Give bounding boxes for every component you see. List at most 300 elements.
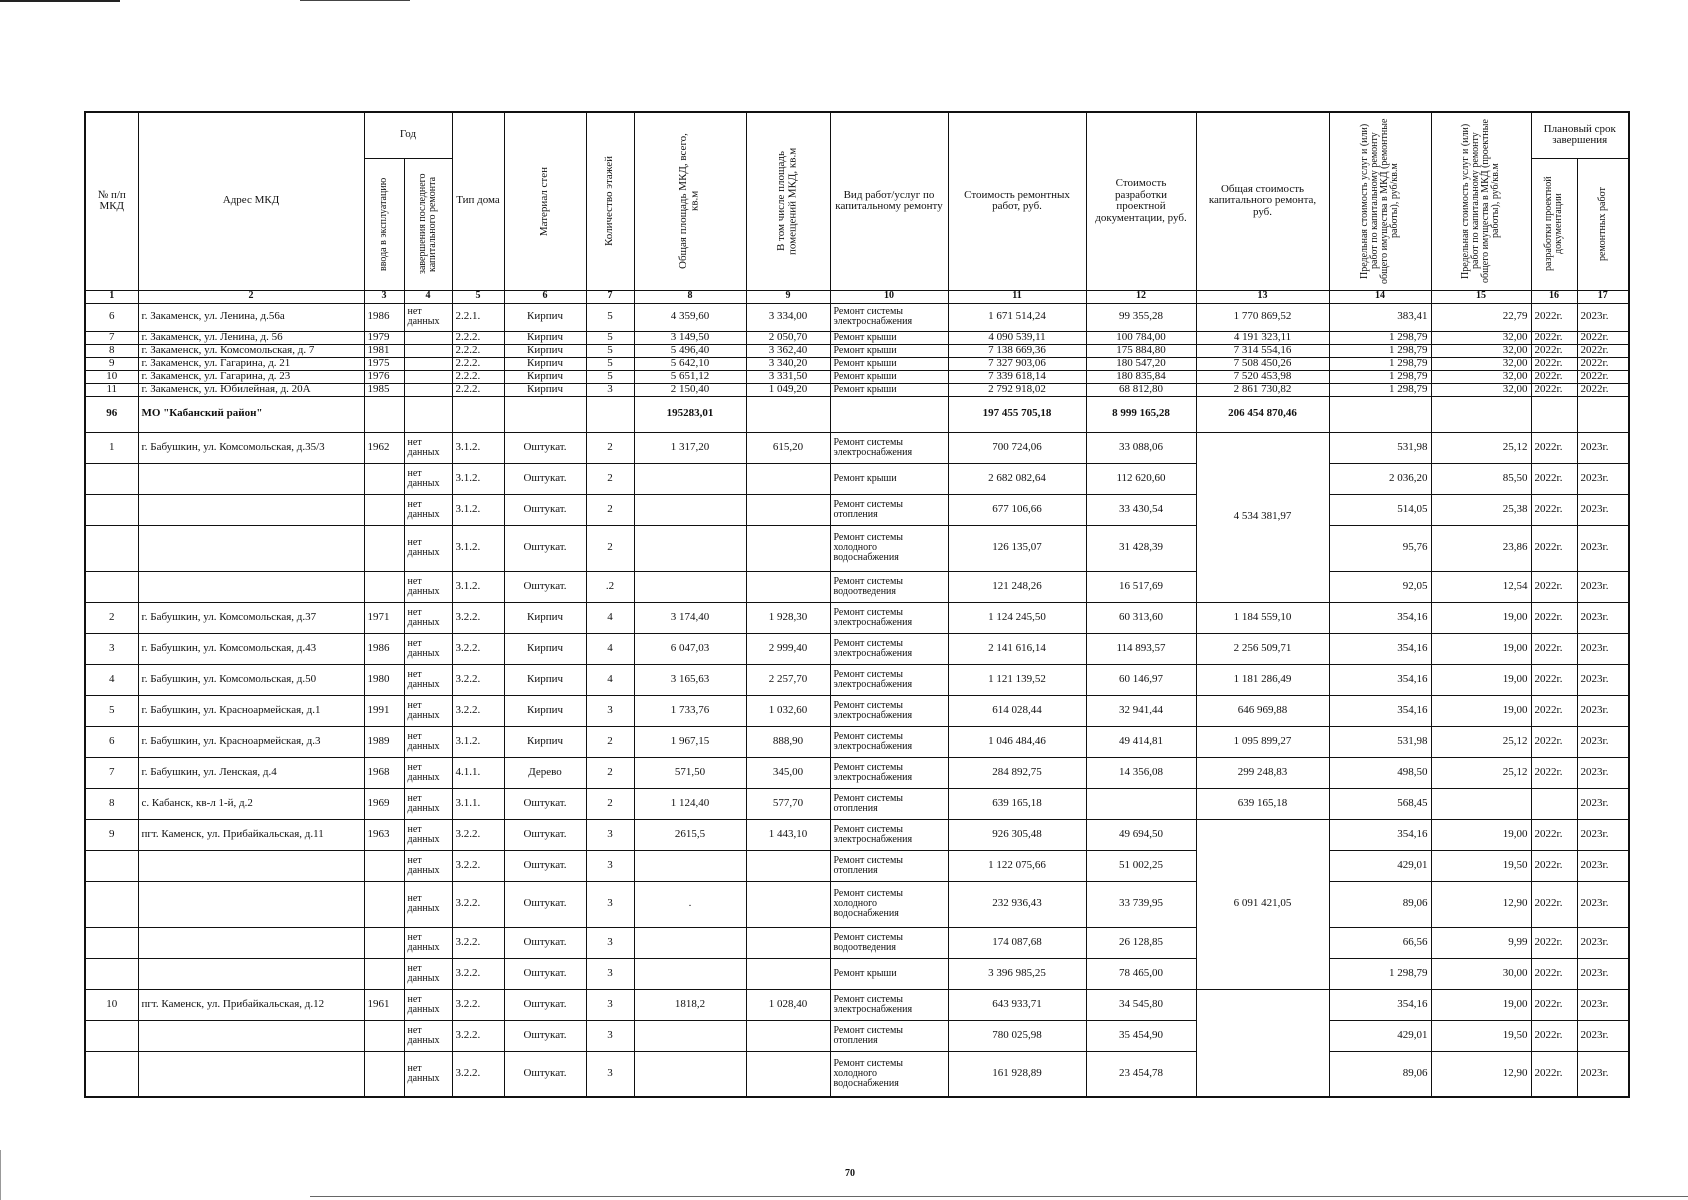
table-cell: 299 248,83 <box>1196 757 1329 788</box>
table-cell: Кирпич <box>504 357 586 370</box>
table-cell: 7 <box>85 757 138 788</box>
table-cell: 1969 <box>364 788 404 819</box>
table-cell: 2023г. <box>1577 819 1629 850</box>
table-cell: нет данных <box>404 757 452 788</box>
table-cell: 2022г. <box>1531 695 1577 726</box>
table-cell: Ремонт крыши <box>830 331 948 344</box>
table-cell: 354,16 <box>1329 633 1431 664</box>
table-row <box>85 432 1629 463</box>
table-cell <box>364 525 404 571</box>
header-limit-design <box>1431 112 1531 290</box>
table-cell: 383,41 <box>1329 303 1431 331</box>
col-number: 11 <box>948 290 1086 303</box>
table-cell: 8 <box>85 788 138 819</box>
table-cell <box>1196 989 1329 1097</box>
table-cell: 2023г. <box>1577 927 1629 958</box>
col-number: 12 <box>1086 290 1196 303</box>
table-cell: г. Закаменск, ул. Ленина, д. 56 <box>138 331 364 344</box>
table-cell <box>85 927 138 958</box>
table-cell <box>1577 396 1629 432</box>
table-cell: 2022г. <box>1531 571 1577 602</box>
table-cell: 2022г. <box>1531 525 1577 571</box>
table-cell: 60 313,60 <box>1086 602 1196 633</box>
table-cell: 2022г. <box>1577 370 1629 383</box>
table-cell: 1 671 514,24 <box>948 303 1086 331</box>
table-cell: 2023г. <box>1577 788 1629 819</box>
table-cell: Ремонт системы водоотведения <box>830 927 948 958</box>
table-cell: Кирпич <box>504 383 586 396</box>
table-cell: 3 165,63 <box>634 664 746 695</box>
table-cell: с. Кабанск, кв-л 1-й, д.2 <box>138 788 364 819</box>
table-cell: 19,00 <box>1431 819 1531 850</box>
table-cell: 3.2.2. <box>452 1051 504 1097</box>
table-cell: 3 149,50 <box>634 331 746 344</box>
table-cell: 2023г. <box>1577 494 1629 525</box>
table-cell: 2023г. <box>1577 726 1629 757</box>
table-cell: 2023г. <box>1577 1020 1629 1051</box>
table-row <box>85 1020 1629 1051</box>
table-cell: г. Закаменск, ул. Комсомольская, д. 7 <box>138 344 364 357</box>
table-cell: Ремонт системы электроснабжения <box>830 664 948 695</box>
table-cell: 25,38 <box>1431 494 1531 525</box>
table-cell: 1991 <box>364 695 404 726</box>
table-cell <box>634 1020 746 1051</box>
table-cell: 2023г. <box>1577 850 1629 881</box>
table-cell: 926 305,48 <box>948 819 1086 850</box>
table-cell: 514,05 <box>1329 494 1431 525</box>
table-cell: Ремонт крыши <box>830 344 948 357</box>
table-cell: 19,00 <box>1431 602 1531 633</box>
table-row <box>85 344 1629 357</box>
table-row <box>85 757 1629 788</box>
table-row <box>85 370 1629 383</box>
table-cell: 1971 <box>364 602 404 633</box>
table-cell: 8 <box>85 344 138 357</box>
table-cell: 2022г. <box>1531 927 1577 958</box>
table-row <box>85 357 1629 370</box>
table-cell: 2 792 918,02 <box>948 383 1086 396</box>
table-cell: 2 <box>586 788 634 819</box>
table-cell: 531,98 <box>1329 726 1431 757</box>
table-cell: нет данных <box>404 602 452 633</box>
table-cell: 3.2.2. <box>452 881 504 927</box>
table-row <box>85 1051 1629 1097</box>
table-cell: 1 928,30 <box>746 602 830 633</box>
table-cell <box>85 850 138 881</box>
merged-total-cell: 4 534 381,97 <box>1196 432 1329 602</box>
col-number: 14 <box>1329 290 1431 303</box>
table-cell: 5 <box>586 357 634 370</box>
table-cell: 1 124 245,50 <box>948 602 1086 633</box>
table-cell: 4 <box>586 664 634 695</box>
table-cell: 3 334,00 <box>746 303 830 331</box>
table-cell: 7 <box>85 331 138 344</box>
table-row <box>85 726 1629 757</box>
table-cell <box>586 396 634 432</box>
table-cell <box>746 463 830 494</box>
table-cell <box>404 396 452 432</box>
table-cell: 2022г. <box>1531 494 1577 525</box>
table-cell: 19,50 <box>1431 850 1531 881</box>
table-cell: 615,20 <box>746 432 830 463</box>
table-cell: нет данных <box>404 726 452 757</box>
table-cell: 3.2.2. <box>452 927 504 958</box>
table-cell: нет данных <box>404 633 452 664</box>
table-cell: 10 <box>85 989 138 1020</box>
table-cell: 2 <box>586 525 634 571</box>
table-cell: 2 036,20 <box>1329 463 1431 494</box>
table-cell: 3 <box>586 881 634 927</box>
table-cell: 2023г. <box>1577 633 1629 664</box>
table-cell: 2 <box>586 494 634 525</box>
table-cell: 180 835,84 <box>1086 370 1196 383</box>
table-cell: 6 <box>85 303 138 331</box>
table-cell: Ремонт крыши <box>830 370 948 383</box>
table-cell: 32,00 <box>1431 370 1531 383</box>
table-cell: 2 <box>586 726 634 757</box>
table-cell: нет данных <box>404 819 452 850</box>
table-cell <box>1329 396 1431 432</box>
table-cell <box>746 1051 830 1097</box>
table-cell: 2022г. <box>1577 357 1629 370</box>
table-cell <box>634 525 746 571</box>
header-house-type: Тип дома <box>452 112 504 290</box>
table-cell: г. Бабушкин, ул. Комсомольская, д.43 <box>138 633 364 664</box>
header-limit-design-text: Предельная стоимость услуг и (или) работ по капитальному ремонту общего имущества в МКД (проектные работы), руб/кв.м <box>1460 119 1501 284</box>
table-cell: 2022г. <box>1531 370 1577 383</box>
table-cell: 3 174,40 <box>634 602 746 633</box>
table-row <box>85 494 1629 525</box>
header-wall-material <box>504 112 586 290</box>
table-cell: 174 087,68 <box>948 927 1086 958</box>
table-cell: 23 454,78 <box>1086 1051 1196 1097</box>
table-cell: нет данных <box>404 1051 452 1097</box>
table-cell: 5 642,10 <box>634 357 746 370</box>
col-number: 17 <box>1577 290 1629 303</box>
table-cell: 2022г. <box>1531 331 1577 344</box>
header-row <box>85 112 1629 158</box>
table-cell: 2022г. <box>1531 383 1577 396</box>
table-cell: 5 <box>586 370 634 383</box>
col-number: 8 <box>634 290 746 303</box>
table-cell: 1 095 899,27 <box>1196 726 1329 757</box>
table-cell: 1818,2 <box>634 989 746 1020</box>
table-cell: 1980 <box>364 664 404 695</box>
table-cell: Кирпич <box>504 344 586 357</box>
table-cell: 5 <box>586 303 634 331</box>
table-cell: г. Бабушкин, ул. Ленская, д.4 <box>138 757 364 788</box>
table-cell <box>746 571 830 602</box>
table-cell: 354,16 <box>1329 664 1431 695</box>
table-cell: 2022г. <box>1531 726 1577 757</box>
table-cell <box>634 958 746 989</box>
table-cell: г. Бабушкин, ул. Комсомольская, д.50 <box>138 664 364 695</box>
table-cell: нет данных <box>404 881 452 927</box>
column-number-row <box>85 290 1629 303</box>
table-cell: 96 <box>85 396 138 432</box>
table-row <box>85 463 1629 494</box>
header-limit-repair-text: Предельная стоимость услуг и (или) работ по капитальному ремонту общего имущества в МКД (ремонтные работы), руб/кв.м <box>1359 118 1400 284</box>
table-cell: 4 090 539,11 <box>948 331 1086 344</box>
table-cell <box>404 370 452 383</box>
table-cell: 429,01 <box>1329 1020 1431 1051</box>
table-cell: 3.2.2. <box>452 1020 504 1051</box>
table-cell <box>1531 396 1577 432</box>
table-cell: г. Бабушкин, ул. Комсомольская, д.37 <box>138 602 364 633</box>
table-cell: г. Закаменск, ул. Юбилейная, д. 20А <box>138 383 364 396</box>
table-cell: 175 884,80 <box>1086 344 1196 357</box>
table-row <box>85 819 1629 850</box>
table-cell: 95,76 <box>1329 525 1431 571</box>
table-cell <box>364 1020 404 1051</box>
table-cell <box>746 396 830 432</box>
table-cell: нет данных <box>404 664 452 695</box>
table-cell: 2023г. <box>1577 303 1629 331</box>
table-cell <box>138 850 364 881</box>
table-cell: нет данных <box>404 494 452 525</box>
table-cell <box>634 850 746 881</box>
table-cell: 66,56 <box>1329 927 1431 958</box>
table-cell: 354,16 <box>1329 695 1431 726</box>
table-cell: 2022г. <box>1531 432 1577 463</box>
table-cell: 639 165,18 <box>1196 788 1329 819</box>
table-row <box>85 303 1629 331</box>
table-cell <box>138 881 364 927</box>
table-cell: нет данных <box>404 788 452 819</box>
table-cell: 2 150,40 <box>634 383 746 396</box>
table-cell: 31 428,39 <box>1086 525 1196 571</box>
table-cell: 7 327 903,06 <box>948 357 1086 370</box>
table-row <box>85 881 1629 927</box>
table-cell: 25,12 <box>1431 726 1531 757</box>
table-cell <box>1086 788 1196 819</box>
table-cell: 2 <box>586 757 634 788</box>
table-cell: 354,16 <box>1329 989 1431 1020</box>
table-cell: 7 520 453,98 <box>1196 370 1329 383</box>
table-cell <box>138 571 364 602</box>
table-cell: 2 682 082,64 <box>948 463 1086 494</box>
table-cell: 30,00 <box>1431 958 1531 989</box>
table-cell: 5 <box>586 344 634 357</box>
table-cell <box>746 958 830 989</box>
table-cell: 1986 <box>364 633 404 664</box>
table-cell: 2022г. <box>1531 633 1577 664</box>
table-cell: 2.2.2. <box>452 370 504 383</box>
table-cell: 3.2.2. <box>452 633 504 664</box>
table-cell: 12,90 <box>1431 1051 1531 1097</box>
table-cell: нет данных <box>404 989 452 1020</box>
table-cell <box>404 344 452 357</box>
table-cell: 1962 <box>364 432 404 463</box>
table-cell <box>138 1020 364 1051</box>
table-cell: 5 <box>586 331 634 344</box>
col-number: 7 <box>586 290 634 303</box>
table-cell: 2022г. <box>1531 819 1577 850</box>
table-cell: Оштукат. <box>504 1020 586 1051</box>
table-cell: 2022г. <box>1577 344 1629 357</box>
table-cell: 888,90 <box>746 726 830 757</box>
table-cell: Оштукат. <box>504 432 586 463</box>
table-cell <box>634 571 746 602</box>
table-row <box>85 989 1629 1020</box>
table-cell: 2022г. <box>1531 463 1577 494</box>
table-cell: 2022г. <box>1531 344 1577 357</box>
table-cell: 1 298,79 <box>1329 383 1431 396</box>
table-cell: Ремонт крыши <box>830 463 948 494</box>
table-cell: 2 <box>85 602 138 633</box>
table-cell: нет данных <box>404 571 452 602</box>
table-cell: 114 893,57 <box>1086 633 1196 664</box>
table-cell: 3.1.2. <box>452 571 504 602</box>
table-cell: 49 414,81 <box>1086 726 1196 757</box>
table-cell: 32,00 <box>1431 357 1531 370</box>
table-cell: 1 124,40 <box>634 788 746 819</box>
table-cell <box>138 525 364 571</box>
table-cell: Кирпич <box>504 602 586 633</box>
table-cell <box>85 881 138 927</box>
table-cell: 121 248,26 <box>948 571 1086 602</box>
table-cell: 3 362,40 <box>746 344 830 357</box>
table-cell: 614 028,44 <box>948 695 1086 726</box>
table-cell: 3 <box>586 383 634 396</box>
table-cell: 2.2.1. <box>452 303 504 331</box>
table-row <box>85 788 1629 819</box>
table-cell: 677 106,66 <box>948 494 1086 525</box>
table-cell: 197 455 705,18 <box>948 396 1086 432</box>
table-row <box>85 695 1629 726</box>
table-cell: 2023г. <box>1577 695 1629 726</box>
table-cell: 32 941,44 <box>1086 695 1196 726</box>
table-cell <box>634 1051 746 1097</box>
table-cell <box>364 850 404 881</box>
table-cell: Ремонт системы электроснабжения <box>830 303 948 331</box>
table-cell <box>364 463 404 494</box>
table-cell: 4 <box>586 602 634 633</box>
table-cell: 2023г. <box>1577 958 1629 989</box>
table-cell <box>364 958 404 989</box>
table-cell: 100 784,00 <box>1086 331 1196 344</box>
table-cell: Ремонт системы отопления <box>830 850 948 881</box>
table-cell <box>85 1020 138 1051</box>
table-cell: г. Закаменск, ул. Гагарина, д. 21 <box>138 357 364 370</box>
table-cell: 3 331,50 <box>746 370 830 383</box>
table-cell <box>1531 788 1577 819</box>
col-number: 5 <box>452 290 504 303</box>
table-cell: 3.1.2. <box>452 432 504 463</box>
table-cell: нет данных <box>404 850 452 881</box>
table-cell: 3.1.1. <box>452 788 504 819</box>
table-cell: 9 <box>85 819 138 850</box>
col-number: 6 <box>504 290 586 303</box>
table-cell <box>138 463 364 494</box>
table-cell <box>85 494 138 525</box>
table-cell: 1 298,79 <box>1329 370 1431 383</box>
scan-edge-line <box>0 1150 1 1200</box>
table-cell: 89,06 <box>1329 1051 1431 1097</box>
col-number: 2 <box>138 290 364 303</box>
table-cell <box>404 383 452 396</box>
table-row <box>85 927 1629 958</box>
table-cell: Кирпич <box>504 695 586 726</box>
table-cell: 3 <box>586 1020 634 1051</box>
table-cell: 2 <box>586 463 634 494</box>
table-cell: 3.1.2. <box>452 494 504 525</box>
table-cell: 161 928,89 <box>948 1051 1086 1097</box>
table-cell: Оштукат. <box>504 1051 586 1097</box>
table-cell: 5 651,12 <box>634 370 746 383</box>
table-cell: 60 146,97 <box>1086 664 1196 695</box>
table-cell: 7 508 450,26 <box>1196 357 1329 370</box>
table-cell: 33 088,06 <box>1086 432 1196 463</box>
header-total-area-text: Общая площадь МКД, всего, кв.м <box>677 133 701 270</box>
table-cell <box>364 881 404 927</box>
header-address: Адрес МКД <box>138 112 364 290</box>
table-body <box>85 303 1629 1097</box>
table-cell: 112 620,60 <box>1086 463 1196 494</box>
table-cell: 34 545,80 <box>1086 989 1196 1020</box>
table-cell <box>634 494 746 525</box>
table-cell: 5 496,40 <box>634 344 746 357</box>
table-cell <box>1431 396 1531 432</box>
table-cell: Ремонт системы электроснабжения <box>830 432 948 463</box>
table-cell: 4 359,60 <box>634 303 746 331</box>
table-cell: 25,12 <box>1431 432 1531 463</box>
table-cell: 7 314 554,16 <box>1196 344 1329 357</box>
table-cell: 577,70 <box>746 788 830 819</box>
table-cell: Ремонт системы холодного водоснабжения <box>830 525 948 571</box>
table-cell: 2022г. <box>1531 303 1577 331</box>
header-planned-repair-text: ремонтных работ <box>1596 187 1608 261</box>
header-premises-area <box>746 112 830 290</box>
table-cell: нет данных <box>404 1020 452 1051</box>
table-cell: 16 517,69 <box>1086 571 1196 602</box>
table-cell <box>746 1020 830 1051</box>
table-cell: Ремонт системы отопления <box>830 1020 948 1051</box>
table-cell: 3.1.2. <box>452 525 504 571</box>
table-cell: Кирпич <box>504 726 586 757</box>
table-cell: 78 465,00 <box>1086 958 1196 989</box>
table-cell: 14 356,08 <box>1086 757 1196 788</box>
table-cell: Ремонт системы водоотведения <box>830 571 948 602</box>
header-year-commission <box>364 158 404 290</box>
table-cell: нет данных <box>404 303 452 331</box>
table-cell: 3.2.2. <box>452 602 504 633</box>
table-cell <box>452 396 504 432</box>
table-cell: 1 443,10 <box>746 819 830 850</box>
table-cell: 1 122 075,66 <box>948 850 1086 881</box>
table-cell: Оштукат. <box>504 571 586 602</box>
header-year-last-repair <box>404 158 452 290</box>
table-cell: Кирпич <box>504 664 586 695</box>
table-cell: 126 135,07 <box>948 525 1086 571</box>
table-cell: 1 317,20 <box>634 432 746 463</box>
table-cell: 3 <box>586 819 634 850</box>
table-cell: 3 <box>586 850 634 881</box>
table-cell: 568,45 <box>1329 788 1431 819</box>
header-year-last-repair-text: завершения последнего капитального ремонта <box>417 173 438 275</box>
table-cell: 700 724,06 <box>948 432 1086 463</box>
table-row <box>85 850 1629 881</box>
table-cell <box>138 494 364 525</box>
table-cell: 2023г. <box>1577 602 1629 633</box>
table-cell: Ремонт системы холодного водоснабжения <box>830 881 948 927</box>
table-cell <box>746 525 830 571</box>
table-cell: 2022г. <box>1531 757 1577 788</box>
col-number: 4 <box>404 290 452 303</box>
table-cell: 1 181 286,49 <box>1196 664 1329 695</box>
table-cell: 3.2.2. <box>452 850 504 881</box>
table-cell <box>85 525 138 571</box>
